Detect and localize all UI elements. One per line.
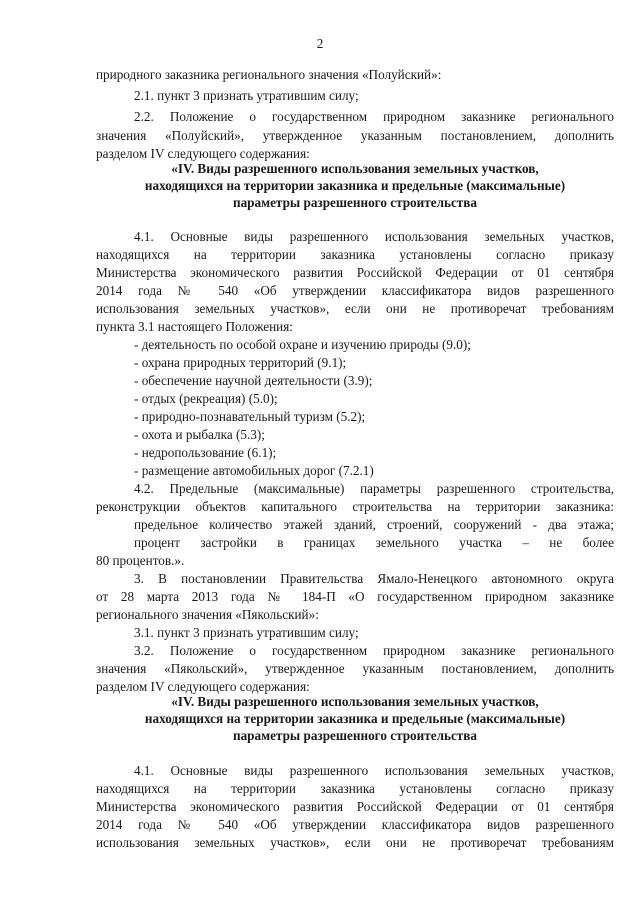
- text-line: разделом IV следующего содержания:: [96, 679, 310, 694]
- section-heading: параметры разрешенного строительства: [232, 195, 478, 210]
- text-line: значения «Полуйский», утвержденное указанным постановлением, дополнить: [96, 128, 614, 143]
- text-line: разделом IV следующего содержания:: [96, 146, 310, 161]
- text-line: Министерства экономического развития Российской Федерации от 01 сентября: [96, 265, 614, 280]
- text-line: 3. В постановлении Правительства Ямало-Ненецкого автономного округа: [134, 571, 614, 586]
- text-line: 2.2. Положение о государственном природном заказнике регионального: [134, 109, 614, 124]
- list-item: - охрана природных территорий (9.1);: [134, 355, 347, 370]
- section-heading: «IV. Виды разрешенного использования земельных участков,: [171, 694, 539, 709]
- list-item: - обеспечение научной деятельности (3.9);: [134, 373, 373, 388]
- text-line: использования земельных участков», если они не противоречат требованиям: [96, 835, 614, 850]
- text-line: значения «Пякольский», утвержденное указанным постановлением, дополнить: [96, 661, 614, 676]
- page-number: 2: [316, 36, 324, 51]
- text-line: 2014 года № 540 «Об утверждении классификатора видов разрешенного: [96, 283, 614, 298]
- text-line: находящихся на территории заказника установлены согласно приказу: [96, 247, 614, 262]
- text-line: 3.1. пункт 3 признать утратившим силу;: [134, 625, 359, 640]
- text-line: пункта 3.1 настоящего Положения:: [96, 319, 293, 334]
- text-line: предельное количество этажей зданий, строений, сооружений - два этажа;: [134, 517, 614, 532]
- section-heading: находящихся на территории заказника и предельные (максимальные): [144, 711, 566, 726]
- section-heading: находящихся на территории заказника и предельные (максимальные): [144, 178, 566, 193]
- list-item: - природно-познавательный туризм (5.2);: [134, 409, 366, 424]
- list-item: - недропользование (6.1);: [134, 445, 277, 460]
- text-line: 3.2. Положение о государственном природном заказнике регионального: [134, 643, 614, 658]
- text-line: 2.1. пункт 3 признать утратившим силу;: [134, 88, 359, 103]
- text-line: процент застройки в границах земельного участка – не более: [134, 535, 614, 550]
- section-heading: параметры разрешенного строительства: [232, 728, 478, 743]
- list-item: - деятельность по особой охране и изучению природы (9.0);: [134, 337, 471, 352]
- text-line: 2014 года № 540 «Об утверждении классификатора видов разрешенного: [96, 817, 614, 832]
- text-line: природного заказника регионального значения «Полуйский»:: [96, 67, 442, 82]
- text-line: 80 процентов.».: [96, 553, 185, 568]
- text-line: 4.2. Предельные (максимальные) параметры разрешенного строительства,: [134, 481, 614, 496]
- text-line: использования земельных участков», если они не противоречат требованиям: [96, 301, 614, 316]
- text-line: 4.1. Основные виды разрешенного использования земельных участков,: [134, 229, 614, 244]
- text-line: регионального значения «Пякольский»:: [96, 607, 319, 622]
- text-line: Министерства экономического развития Российской Федерации от 01 сентября: [96, 799, 614, 814]
- list-item: - отдых (рекреация) (5.0);: [134, 391, 278, 406]
- text-line: 4.1. Основные виды разрешенного использования земельных участков,: [134, 763, 614, 778]
- text-line: находящихся на территории заказника установлены согласно приказу: [96, 781, 614, 796]
- text-line: от 28 марта 2013 года № 184-П «О государственном природном заказнике: [96, 589, 614, 604]
- section-heading: «IV. Виды разрешенного использования земельных участков,: [171, 161, 539, 176]
- text-line: реконструкции объектов капитального строительства на территории заказника:: [96, 499, 614, 514]
- list-item: - охота и рыбалка (5.3);: [134, 427, 265, 442]
- list-item: - размещение автомобильных дорог (7.2.1): [134, 463, 374, 478]
